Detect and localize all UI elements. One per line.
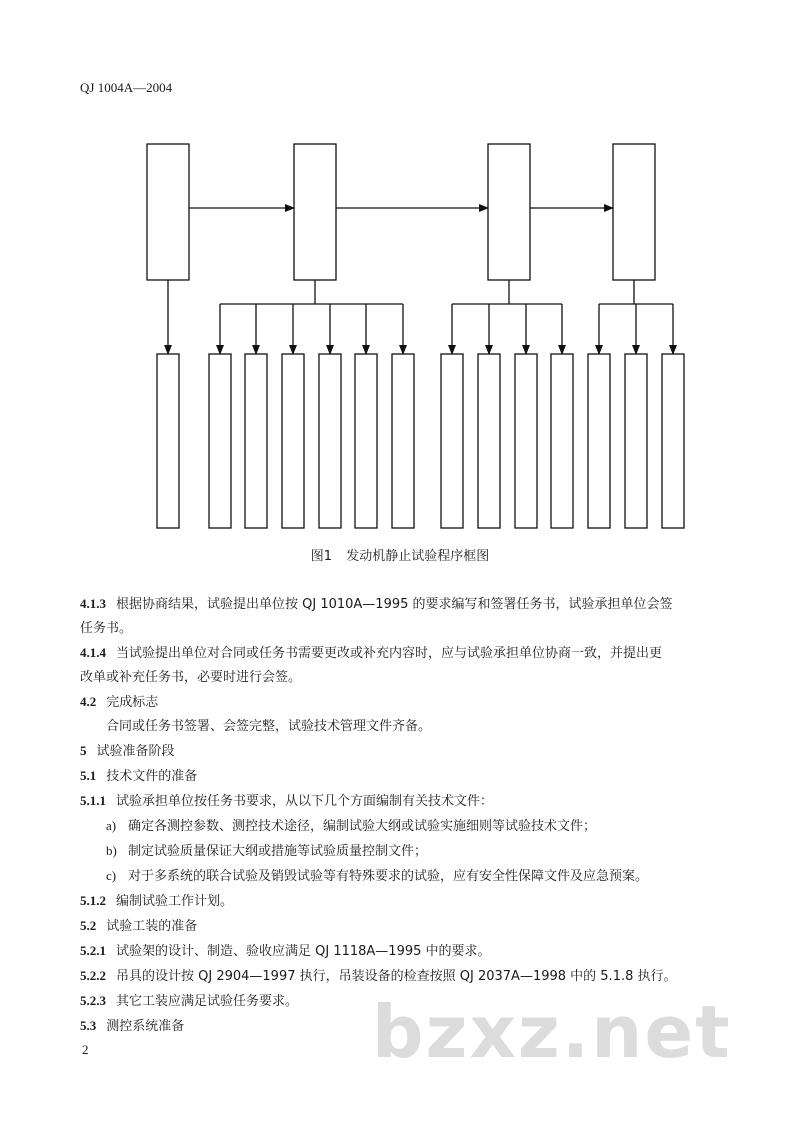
clause-text: 吊具的设计按 QJ 2904—1997 执行，吊装设备的检查按照 QJ 2037A—1998 中的 5.1.8 执行。	[116, 969, 677, 984]
page-number: 2	[82, 1042, 89, 1057]
clause-text: 试验承担单位按任务书要求，从以下几个方面编制有关技术文件：	[116, 794, 494, 809]
section-heading: 技术文件的准备	[106, 769, 198, 784]
clause-number: 5.2.3	[80, 993, 106, 1008]
clause-4-1-3	[80, 592, 735, 641]
flow-diagram	[0, 0, 800, 540]
sub-box	[319, 354, 341, 528]
sub-box	[355, 354, 377, 528]
clause-number: 5.1.1	[80, 793, 106, 808]
figure-number: 图1	[310, 549, 333, 564]
clause-text: 当试验提出单位对合同或任务书需要更改或补充内容时，应与试验承担单位协商一致，并提出更	[116, 646, 663, 661]
clause-text: 编制试验工作计划。	[116, 894, 234, 909]
section-heading: 试验准备阶段	[96, 744, 175, 759]
site-watermark: bzxz.net	[372, 990, 732, 1074]
heading-5-1	[80, 764, 735, 789]
sub-box	[478, 354, 500, 528]
figure-title: 发动机静止试验程序框图	[346, 549, 490, 564]
document-body	[80, 592, 735, 1039]
sub-box	[392, 354, 414, 528]
list-item-a	[80, 814, 735, 839]
clause-number: 5.2	[80, 918, 97, 933]
list-item-b	[80, 839, 735, 864]
clause-number: 5.2.2	[80, 968, 106, 983]
list-label: c)	[106, 868, 117, 883]
sub-box	[662, 354, 684, 528]
section-heading: 完成标志	[106, 695, 159, 710]
clause-number: 5.3	[80, 1018, 97, 1033]
list-label: a)	[106, 818, 117, 833]
stage-box-1	[147, 144, 189, 280]
clause-5-1-2	[80, 889, 735, 914]
list-text: 对于多系统的联合试验及销毁试验等有特殊要求的试验，应有安全性保障文件及应急预案。	[128, 869, 649, 884]
section-heading: 测控系统准备	[106, 1019, 185, 1034]
list-label: b)	[106, 843, 117, 858]
clause-number: 4.1.4	[80, 645, 106, 660]
sub-box	[157, 354, 179, 528]
document-code: QJ 1004A—2004	[80, 80, 173, 95]
heading-5	[80, 739, 735, 764]
list-text: 制定试验质量保证大纲或措施等试验质量控制文件；	[128, 844, 428, 859]
clause-text: 根据协商结果，试验提出单位按 QJ 1010A—1995 的要求编写和签署任务书，试验承担单位会签	[116, 597, 673, 612]
clause-text-indented: 合同或任务书签署、会签完整，试验技术管理文件齐备。	[106, 719, 432, 734]
clause-5-2-1	[80, 939, 735, 964]
stage-box-4	[613, 144, 655, 280]
sub-box	[551, 354, 573, 528]
clause-number: 5.1.2	[80, 893, 106, 908]
list-text: 确定各测控参数、测控技术途径，编制试验大纲或试验实施细则等试验技术文件；	[128, 819, 597, 834]
list-item-c	[80, 864, 735, 889]
sub-box	[588, 354, 610, 528]
clause-number: 5.2.1	[80, 943, 106, 958]
clause-5-2-2	[80, 964, 735, 989]
stage-box-3	[488, 144, 530, 280]
clause-text: 试验架的设计、制造、验收应满足 QJ 1118A—1995 中的要求。	[116, 944, 491, 959]
clause-4-1-4	[80, 641, 735, 690]
section-heading: 试验工装的准备	[106, 919, 198, 934]
sub-box	[625, 354, 647, 528]
sub-box	[441, 354, 463, 528]
sub-box	[209, 354, 231, 528]
clause-text: 任务书。	[80, 621, 133, 636]
clause-number: 5	[80, 743, 87, 758]
clause-number: 4.1.3	[80, 596, 106, 611]
clause-text: 其它工装应满足试验任务要求。	[116, 994, 299, 1009]
clause-number: 4.2	[80, 694, 97, 709]
figure-caption	[0, 545, 800, 564]
sub-box	[282, 354, 304, 528]
clause-5-1-1	[80, 789, 735, 814]
clause-text: 改单或补充任务书，必要时进行会签。	[80, 670, 302, 685]
clause-number: 5.1	[80, 768, 97, 783]
sub-box	[245, 354, 267, 528]
heading-5-2	[80, 914, 735, 939]
stage-box-2	[294, 144, 336, 280]
heading-4-2	[80, 690, 735, 715]
sub-box	[515, 354, 537, 528]
